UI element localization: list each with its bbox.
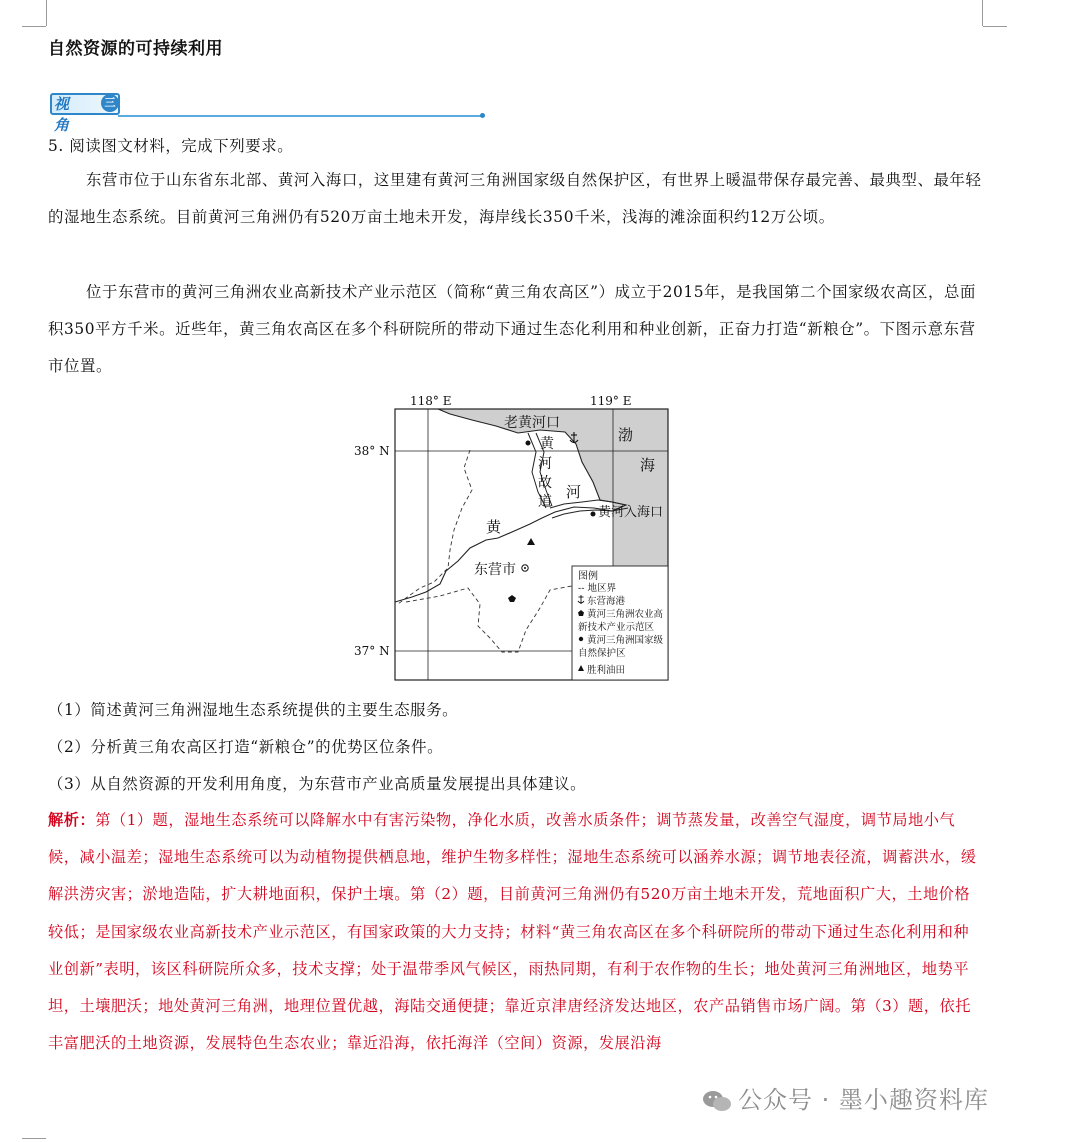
label-old-course-2: 河 bbox=[538, 456, 552, 472]
answer-label: 解析： bbox=[48, 811, 96, 829]
section-title: 自然资源的可持续利用 bbox=[48, 39, 223, 59]
view-tag-underline bbox=[118, 115, 482, 117]
sub-question-3: （3）从自然资源的开发利用角度，为东营市产业高质量发展提出具体建议。 bbox=[48, 775, 587, 793]
crop-mark-top-right-v bbox=[982, 0, 983, 26]
view-tag-dot bbox=[480, 113, 485, 118]
material-paragraph-2: 位于东营市的黄河三角洲农业高新技术产业示范区（简称“黄三角农高区”）成立于2015年，是我国第二个国家级农高区，总面积350平方千米。近些年，黄三角农高区在多个科研院所的带动下通过生态化利用和种业创新，正奋力打造“新粮仓”。下图示意东营市位置。 bbox=[48, 283, 977, 375]
nature-reserve-marker-old bbox=[526, 441, 531, 446]
bohai-sea-area bbox=[438, 409, 668, 567]
oilfield-marker bbox=[527, 538, 535, 545]
crop-mark-top-right-h bbox=[983, 26, 1007, 27]
label-huang: 黄 bbox=[486, 518, 502, 536]
label-river-mouth: 黄河入海口 bbox=[598, 505, 664, 520]
agri-zone-marker bbox=[508, 595, 516, 602]
wechat-watermark bbox=[698, 1080, 993, 1115]
crop-mark-top-left-v bbox=[46, 0, 47, 26]
legend-item-port: 东营海港 bbox=[587, 596, 626, 607]
legend-item-reserve-1: 黄河三角洲国家级 bbox=[587, 635, 664, 646]
map-legend bbox=[572, 566, 668, 680]
label-sea-1: 渤 bbox=[618, 426, 634, 444]
crop-mark-bottom-left bbox=[22, 1138, 46, 1139]
answer-analysis bbox=[48, 802, 984, 1062]
view-tag-label: 视角 bbox=[54, 95, 70, 134]
legend-item-agri-1: 黄河三角洲农业高 bbox=[587, 609, 664, 620]
label-38n: 38° N bbox=[354, 444, 390, 458]
crop-mark-top-left-h bbox=[22, 26, 46, 27]
district-boundary-west bbox=[398, 450, 472, 604]
label-old-course-1: 黄 bbox=[540, 436, 554, 452]
label-119e: 119° E bbox=[590, 394, 632, 408]
legend-title: 图例 bbox=[578, 571, 598, 582]
legend-item-oilfield: 胜利油田 bbox=[587, 665, 626, 676]
question-number-line: 5. 阅读图文材料，完成下列要求。 bbox=[48, 137, 294, 155]
legend-item-reserve-2: 自然保护区 bbox=[578, 648, 626, 659]
material-paragraph-1: 东营市位于山东省东北部、黄河入海口，这里建有黄河三角洲国家级自然保护区，有世界上暖温带保存最完善、最典型、最年轻的湿地生态系统。目前黄河三角洲仍有520万亩土地未开发，海岸线长350千米，浅海的滩涂面积约12万公顷。 bbox=[48, 171, 982, 226]
legend-item-boundary: -- 地区界 bbox=[578, 583, 616, 594]
label-old-course-4: 道 bbox=[538, 494, 552, 510]
wechat-icon bbox=[702, 1089, 732, 1113]
answer-text: 第（1）题，湿地生态系统可以降解水中有害污染物，净化水质，改善水质条件；调节蒸发量，改善空气湿度，调节局地小气候，减小温差；湿地生态系统可以为动植物提供栖息地，维护生物多样性；湿地生态系统可以涵养水源；调节地表径流，调蓄洪水，缓解洪涝灾害；淤地造陆，扩大耕地面积，保护土壤。第（2）题，目前黄河三角洲仍有520万亩土地未开发，荒地面积广大，土地价格较低；是国家级农业高新技术产业示范区，有国家政策的大力支持；材料“黄三角农高区在多个科研院所的带动下通过生态化利用和种业创新”表明，该区科研院所众多，技术支撑；处于温带季风气候区，雨热同期，有利于农作物的生长；地处黄河三角洲地区，地势平坦，土壤肥沃；地处黄河三角洲，地理位置优越，海陆交通便捷；靠近京津唐经济发达地区，农产品销售市场广阔。第（3）题，依托丰富肥沃的土地资源，发展特色生态农业；靠近沿海，依托海洋（空间）资源，发展沿海 bbox=[48, 811, 977, 1053]
label-37n: 37° N bbox=[354, 644, 390, 658]
dongying-location-map bbox=[350, 390, 680, 690]
sub-question-1: （1）简述黄河三角洲湿地生态系统提供的主要生态服务。 bbox=[48, 701, 459, 719]
label-old-course-3: 故 bbox=[538, 475, 552, 491]
nature-reserve-marker-mouth bbox=[591, 512, 596, 517]
label-river: 河 bbox=[566, 483, 582, 501]
legend-reserve-icon bbox=[579, 637, 583, 641]
label-dongying-city: 东营市 bbox=[474, 562, 516, 578]
label-sea-2: 海 bbox=[640, 456, 656, 474]
legend-item-agri-2: 新技术产业示范区 bbox=[578, 622, 655, 633]
label-old-river-mouth: 老黄河口 bbox=[504, 415, 560, 431]
sub-question-2: （2）分析黄三角农高区打造“新粮仓”的优势区位条件。 bbox=[48, 738, 444, 756]
view-tag-number: 三 bbox=[101, 94, 119, 112]
label-118e: 118° E bbox=[410, 394, 452, 408]
city-marker bbox=[522, 565, 528, 571]
district-boundary-south bbox=[406, 586, 572, 652]
watermark-text: 公众号 · 墨小趣资料库 bbox=[738, 1086, 989, 1114]
